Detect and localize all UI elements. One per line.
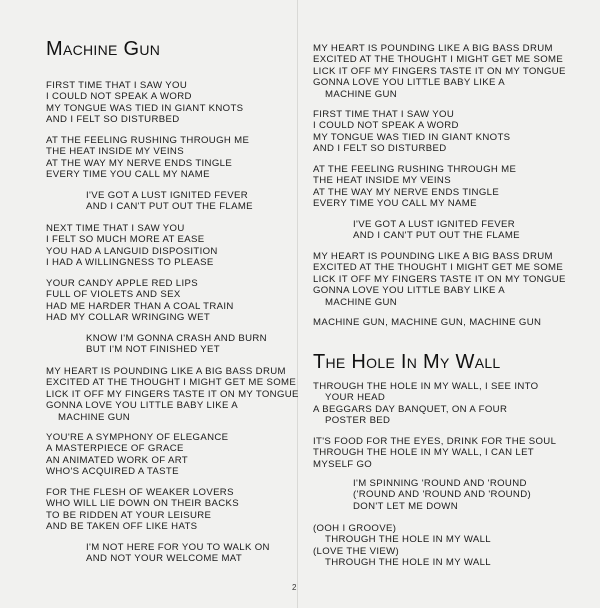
lyric-line: EXCITED AT THE THOUGHT I MIGHT GET ME SOME xyxy=(46,377,297,389)
lyric-line: I'M NOT HERE FOR YOU TO WALK ON xyxy=(86,542,270,553)
lyric-line: I'VE GOT A LUST IGNITED FEVER xyxy=(353,219,515,230)
lyric-line: POSTER BED xyxy=(325,415,391,427)
lyric-line: AT THE WAY MY NERVE ENDS TINGLE xyxy=(46,157,233,169)
page-number: 2 xyxy=(292,583,297,592)
lyric-line: FIRST TIME THAT I SAW YOU xyxy=(46,80,188,91)
stanza xyxy=(313,164,516,210)
lyric-line: THROUGH THE HOLE IN MY WALL xyxy=(325,557,491,569)
lyric-line: THE HEAT INSIDE MY VEINS xyxy=(313,175,451,187)
lyric-line: HAD MY COLLAR WRINGING WET xyxy=(46,312,211,324)
lyric-line: ('ROUND AND 'ROUND AND 'ROUND) xyxy=(353,489,532,501)
stanza xyxy=(313,317,541,328)
lyric-line: WHO WILL LIE DOWN ON THEIR BACKS xyxy=(46,498,239,510)
lyric-line: LICK IT OFF MY FINGERS TASTE IT ON MY TONGUE xyxy=(313,273,566,285)
stanza-refrain xyxy=(313,251,566,308)
lyric-line: NEXT TIME THAT I SAW YOU xyxy=(46,223,185,234)
stanza-refrain xyxy=(46,366,299,423)
stanza xyxy=(46,432,228,478)
lyric-line: FOR THE FLESH OF WEAKER LOVERS xyxy=(46,487,234,498)
lyric-line: MY TONGUE WAS TIED IN GIANT KNOTS xyxy=(313,131,511,143)
lyric-line: HAD ME HARDER THAN A COAL TRAIN xyxy=(46,300,234,312)
lyric-line: KNOW I'M GONNA CRASH AND BURN xyxy=(86,333,267,344)
lyric-line: WHO'S ACQUIRED A TASTE xyxy=(46,466,179,478)
center-fold xyxy=(297,0,298,608)
lyric-line: AT THE WAY MY NERVE ENDS TINGLE xyxy=(313,186,500,198)
lyric-line: MYSELF GO xyxy=(313,458,373,470)
lyric-line: AND I CAN'T PUT OUT THE FLAME xyxy=(86,201,253,213)
lyric-line: LICK IT OFF MY FINGERS TASTE IT ON MY TONGUE xyxy=(313,65,566,77)
lyric-line: LICK IT OFF MY FINGERS TASTE IT ON MY TONGUE xyxy=(46,388,299,400)
lyric-line: I'VE GOT A LUST IGNITED FEVER xyxy=(86,190,248,201)
lyric-line: FIRST TIME THAT I SAW YOU xyxy=(313,109,455,120)
lyric-line: EVERY TIME YOU CALL MY NAME xyxy=(313,198,477,210)
stanza xyxy=(46,278,234,324)
lyric-line: AND BE TAKEN OFF LIKE HATS xyxy=(46,521,198,533)
lyric-line: I COULD NOT SPEAK A WORD xyxy=(46,91,192,103)
lyric-line: AT THE FEELING RUSHING THROUGH ME xyxy=(46,135,250,146)
lyric-line: EVERY TIME YOU CALL MY NAME xyxy=(46,169,210,181)
lyric-line: GONNA LOVE YOU LITTLE BABY LIKE A xyxy=(46,400,238,412)
lyric-line: EXCITED AT THE THOUGHT I MIGHT GET ME SOME xyxy=(313,262,564,274)
lyric-line: I HAD A WILLINGNESS TO PLEASE xyxy=(46,257,214,269)
lyric-line: I COULD NOT SPEAK A WORD xyxy=(313,120,459,132)
song-title-machine-gun: Machine Gun xyxy=(46,38,161,60)
lyric-line: BUT I'M NOT FINISHED YET xyxy=(86,344,220,356)
stanza xyxy=(46,80,243,126)
lyric-line: MY HEART IS POUNDING LIKE A BIG BASS DRUM xyxy=(313,43,553,54)
lyric-line: MACHINE GUN xyxy=(58,411,131,423)
lyric-line: MACHINE GUN xyxy=(325,88,398,100)
stanza xyxy=(313,523,491,569)
stanza-chorus xyxy=(86,333,267,356)
lyric-line: YOUR HEAD xyxy=(325,392,386,404)
lyric-line: AND I CAN'T PUT OUT THE FLAME xyxy=(353,230,520,242)
lyric-line: AND I FELT SO DISTURBED xyxy=(313,143,447,155)
lyric-line: THROUGH THE HOLE IN MY WALL, I SEE INTO xyxy=(313,381,539,392)
stanza-chorus xyxy=(353,478,531,512)
lyric-line: GONNA LOVE YOU LITTLE BABY LIKE A xyxy=(313,77,505,89)
lyric-line: EXCITED AT THE THOUGHT I MIGHT GET ME SOME xyxy=(313,54,564,66)
stanza-chorus xyxy=(353,219,520,242)
stanza-chorus xyxy=(86,542,270,565)
lyric-line: AN ANIMATED WORK OF ART xyxy=(46,454,189,466)
lyric-line: MY HEART IS POUNDING LIKE A BIG BASS DRUM xyxy=(46,366,286,377)
lyric-line: AND I FELT SO DISTURBED xyxy=(46,114,180,126)
lyric-line: GONNA LOVE YOU LITTLE BABY LIKE A xyxy=(313,285,505,297)
stanza xyxy=(46,487,239,533)
lyric-line: YOU HAD A LANGUID DISPOSITION xyxy=(46,245,218,257)
lyric-line: (OOH I GROOVE) xyxy=(313,523,397,534)
song-title-the-hole-in-my-wall: The Hole In My Wall xyxy=(313,351,501,373)
lyric-line: DON'T LET ME DOWN xyxy=(353,500,458,512)
lyric-line: AND NOT YOUR WELCOME MAT xyxy=(86,553,243,565)
lyric-line: MACHINE GUN, MACHINE GUN, MACHINE GUN xyxy=(313,317,542,328)
lyric-line: MY HEART IS POUNDING LIKE A BIG BASS DRUM xyxy=(313,251,553,262)
lyric-line: YOU'RE A SYMPHONY OF ELEGANCE xyxy=(46,432,229,443)
stanza xyxy=(46,135,249,181)
lyric-line: THROUGH THE HOLE IN MY WALL xyxy=(325,534,491,546)
lyric-line: THE HEAT INSIDE MY VEINS xyxy=(46,146,184,158)
lyric-line: I FELT SO MUCH MORE AT EASE xyxy=(46,234,205,246)
stanza xyxy=(313,109,510,155)
stanza-refrain xyxy=(313,43,566,100)
stanza xyxy=(313,381,538,427)
lyric-line: YOUR CANDY APPLE RED LIPS xyxy=(46,278,198,289)
lyric-line: TO BE RIDDEN AT YOUR LEISURE xyxy=(46,509,212,521)
lyric-line: AT THE FEELING RUSHING THROUGH ME xyxy=(313,164,517,175)
lyric-line: MACHINE GUN xyxy=(325,296,398,308)
lyric-line: A BEGGARS DAY BANQUET, ON A FOUR xyxy=(313,403,508,415)
lyric-line: THROUGH THE HOLE IN MY WALL, I CAN LET xyxy=(313,447,535,459)
lyric-line: (LOVE THE VIEW) xyxy=(313,545,400,557)
lyric-line: MY TONGUE WAS TIED IN GIANT KNOTS xyxy=(46,102,244,114)
lyric-line: IT'S FOOD FOR THE EYES, DRINK FOR THE SOUL xyxy=(313,436,557,447)
stanza-chorus xyxy=(86,190,253,213)
stanza xyxy=(313,436,556,470)
lyric-line: I'M SPINNING 'ROUND AND 'ROUND xyxy=(353,478,527,489)
lyric-line: FULL OF VIOLETS AND SEX xyxy=(46,289,181,301)
lyric-line: A MASTERPIECE OF GRACE xyxy=(46,443,184,455)
stanza xyxy=(46,223,218,269)
